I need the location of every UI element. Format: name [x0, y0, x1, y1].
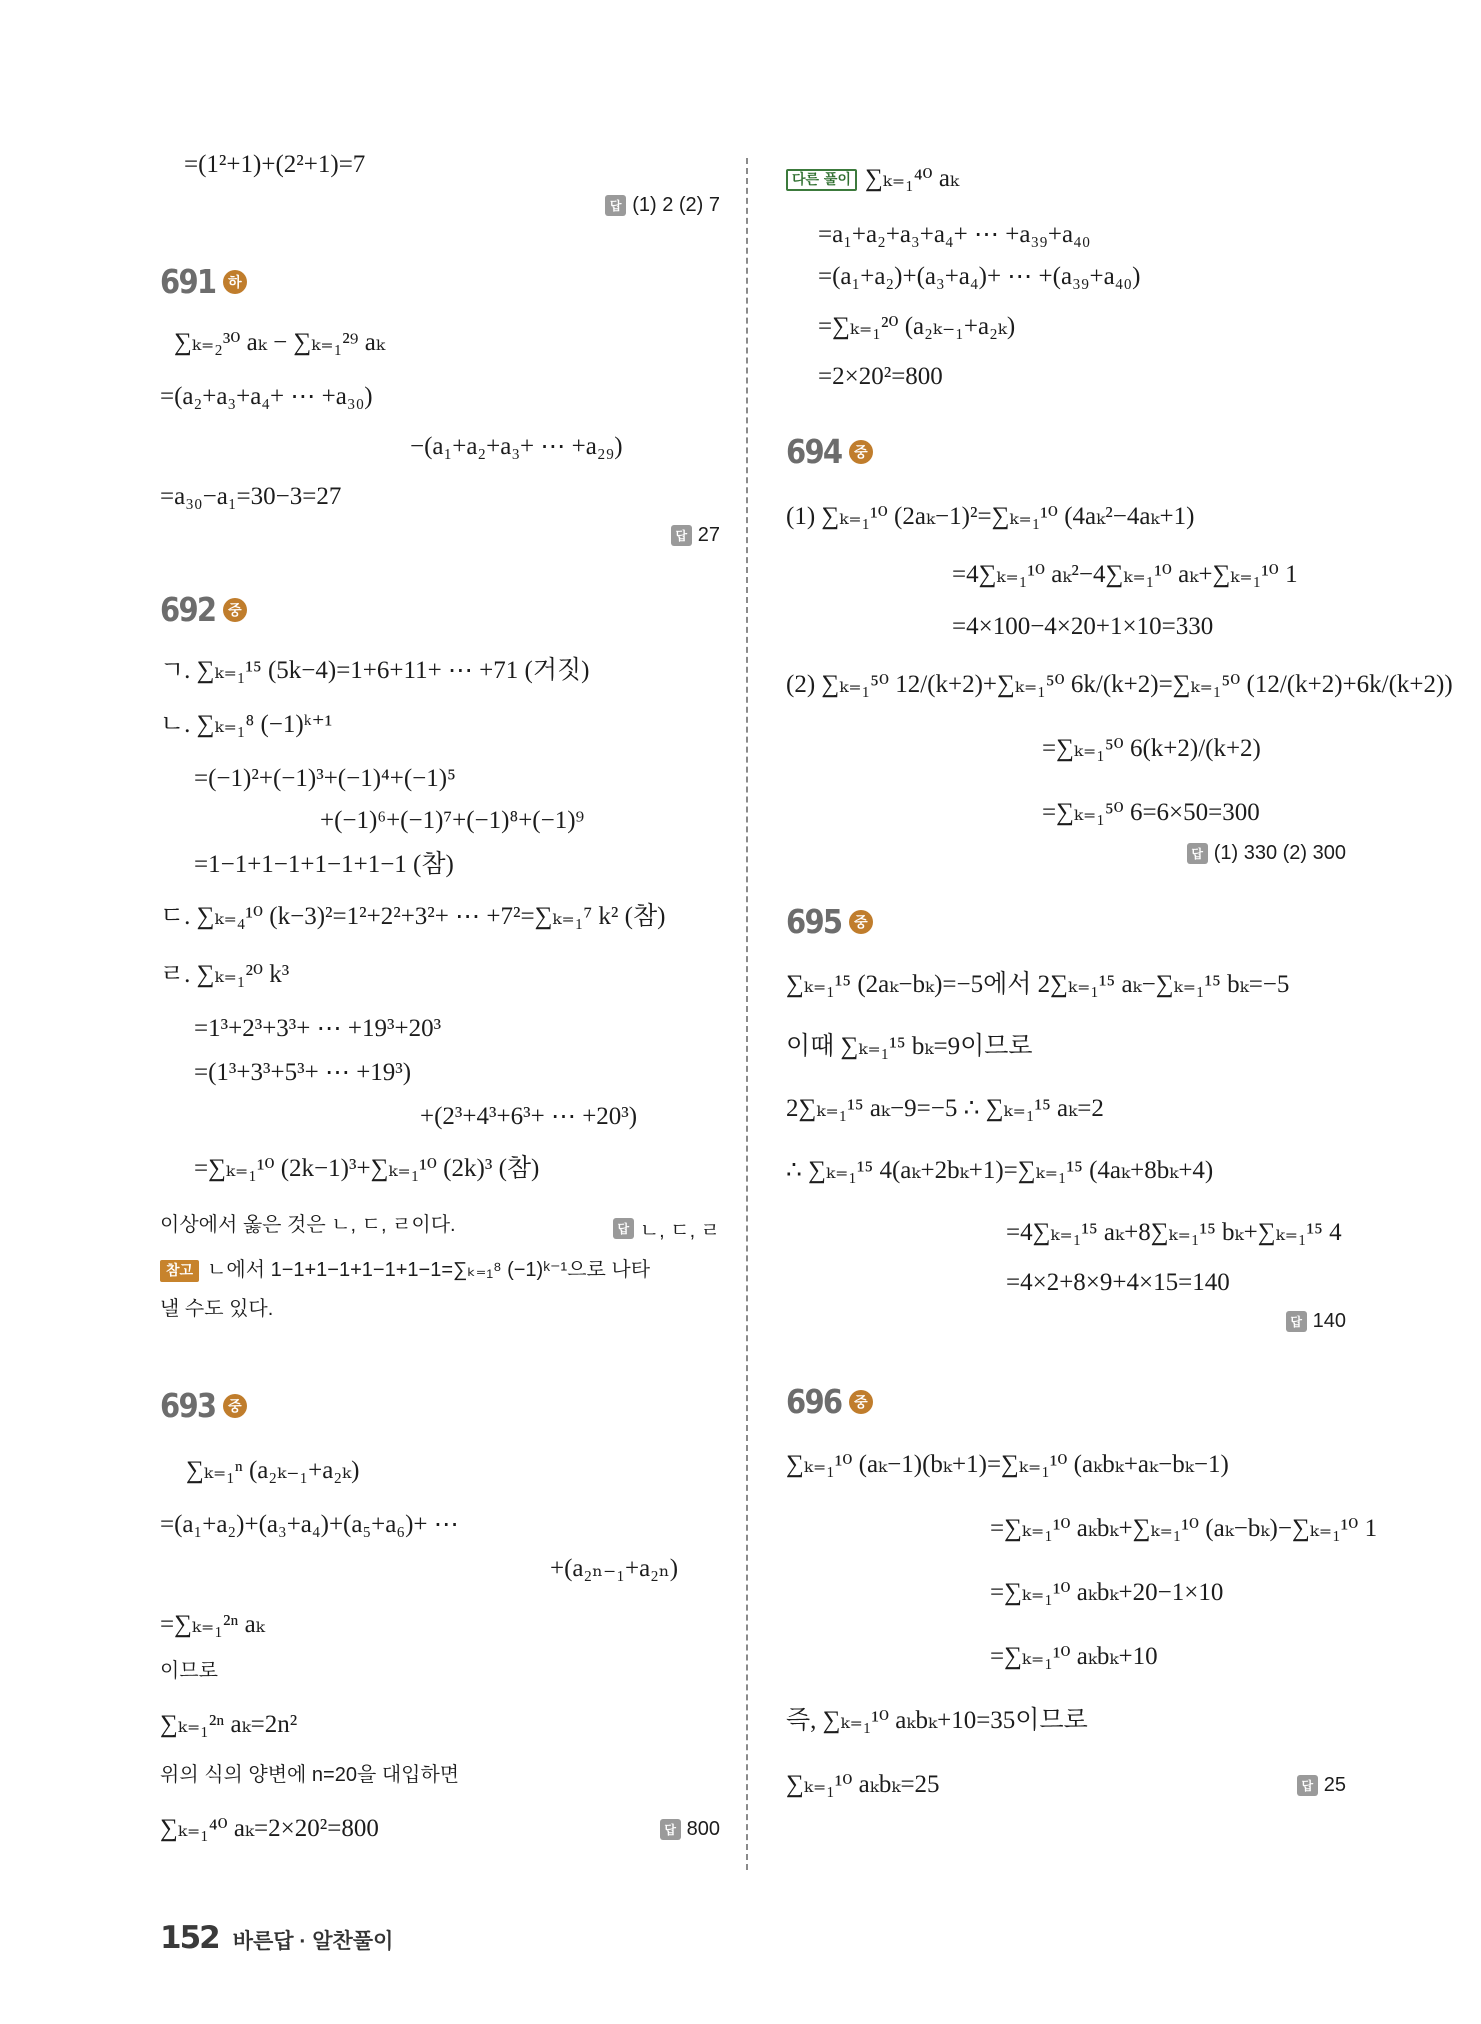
equation-line: =(a₁+a₂)+(a₃+a₄)+ ⋯ +(a₃₉+a₄₀) — [818, 263, 1141, 290]
equation-line: =(a₁+a₂)+(a₃+a₄)+(a₅+a₆)+ ⋯ — [160, 1511, 459, 1538]
equation-line: =1−1+1−1+1−1+1−1 (참) — [194, 851, 454, 878]
equation-line: =(1²+1)+(2²+1)=7 — [184, 151, 366, 178]
equation-line: =4×100−4×20+1×10=330 — [952, 613, 1214, 640]
reference-text-cont: 낼 수도 있다. — [160, 1298, 274, 1320]
answer-696 — [1297, 1774, 1346, 1797]
equation-line: (2) ∑ₖ₌₁⁵⁰ 12/(k+2)+∑ₖ₌₁⁵⁰ 6k/(k+2)=∑ₖ₌₁⁵⁰ (12/(k+2)+6k/(k+2)) — [786, 671, 1453, 698]
answer-text: (1) 330 (2) 300 — [1213, 842, 1346, 864]
problem-header-691 — [160, 262, 247, 301]
level-badge: 중 — [223, 1394, 247, 1418]
equation-line: +(−1)⁶+(−1)⁷+(−1)⁸+(−1)⁹ — [320, 807, 585, 834]
equation-line: 2∑ₖ₌₁¹⁵ aₖ−9=−5 ∴ ∑ₖ₌₁¹⁵ aₖ=2 — [786, 1095, 1104, 1122]
problem-number: 696 — [786, 1382, 842, 1421]
problem-number: 694 — [786, 432, 842, 471]
equation-line: =(−1)²+(−1)³+(−1)⁴+(−1)⁵ — [194, 765, 456, 792]
equation-line: =∑ₖ₌₁¹⁰ (2k−1)³+∑ₖ₌₁¹⁰ (2k)³ (참) — [194, 1155, 540, 1182]
answer-text: 27 — [697, 524, 720, 546]
text-line: 위의 식의 양변에 n=20을 대입하면 — [160, 1764, 460, 1786]
equation-line: +(a₂ₙ₋₁+a₂ₙ) — [550, 1555, 679, 1582]
level-badge: 중 — [849, 910, 873, 934]
equation-line: =∑ₖ₌₁¹⁰ aₖbₖ+20−1×10 — [990, 1579, 1224, 1606]
problem-number: 695 — [786, 902, 842, 941]
equation-line: ∑ₖ₌₁ⁿ (a₂ₖ₋₁+a₂ₖ) — [186, 1457, 360, 1484]
equation-line: =(a₂+a₃+a₄+ ⋯ +a₃₀) — [160, 383, 373, 410]
answer-693 — [660, 1818, 720, 1841]
equation-line: =4∑ₖ₌₁¹⁵ aₖ+8∑ₖ₌₁¹⁵ bₖ+∑ₖ₌₁¹⁵ 4 — [1006, 1219, 1342, 1246]
answer-text: 140 — [1312, 1310, 1346, 1332]
problem-header-696 — [786, 1382, 873, 1421]
answer-694 — [1187, 842, 1346, 865]
reference-note — [160, 1254, 650, 1285]
equation-line: +(2³+4³+6³+ ⋯ +20³) — [420, 1103, 638, 1130]
answer-690 — [605, 194, 720, 217]
equation-line: =∑ₖ₌₁⁵⁰ 6=6×50=300 — [1042, 799, 1260, 826]
equation-line: =4×2+8×9+4×15=140 — [1006, 1269, 1230, 1296]
reference-tag: 참고 — [160, 1260, 199, 1282]
problem-number: 692 — [160, 590, 216, 629]
level-badge: 중 — [223, 598, 247, 622]
equation-line: ㄱ. ∑ₖ₌₁¹⁵ (5k−4)=1+6+11+ ⋯ +71 (거짓) — [160, 657, 590, 684]
level-badge: 중 — [849, 1390, 873, 1414]
equation-line: ∑ₖ₌₁⁴⁰ aₖ=2×20²=800 — [160, 1815, 379, 1842]
answer-icon: 답 — [1297, 1775, 1318, 1796]
answer-text: 800 — [686, 1818, 720, 1840]
alternative-solution-header — [786, 164, 959, 194]
problem-header-693 — [160, 1386, 247, 1425]
answer-icon: 답 — [1286, 1311, 1307, 1332]
equation-line: =∑ₖ₌₁²ⁿ aₖ — [160, 1611, 265, 1638]
answer-icon: 답 — [613, 1218, 634, 1239]
equation-line: =∑ₖ₌₁¹⁰ aₖbₖ+10 — [990, 1643, 1158, 1670]
equation-line: (1) ∑ₖ₌₁¹⁰ (2aₖ−1)²=∑ₖ₌₁¹⁰ (4aₖ²−4aₖ+1) — [786, 503, 1195, 530]
alternative-tag: 다른 풀이 — [786, 169, 857, 191]
answer-icon: 답 — [660, 1819, 681, 1840]
answer-691 — [671, 524, 720, 547]
problem-header-695 — [786, 902, 873, 941]
reference-text: ㄴ에서 1−1+1−1+1−1+1−1=∑ₖ₌₁⁸ (−1)ᵏ⁻¹으로 나타 — [207, 1259, 651, 1281]
answer-icon: 답 — [671, 525, 692, 546]
level-badge: 하 — [223, 270, 247, 294]
equation-line: ㄹ. ∑ₖ₌₁²⁰ k³ — [160, 961, 290, 988]
equation-line: =∑ₖ₌₁¹⁰ aₖbₖ+∑ₖ₌₁¹⁰ (aₖ−bₖ)−∑ₖ₌₁¹⁰ 1 — [990, 1515, 1378, 1542]
answer-text: 25 — [1323, 1774, 1346, 1796]
equation-line: =4∑ₖ₌₁¹⁰ aₖ²−4∑ₖ₌₁¹⁰ aₖ+∑ₖ₌₁¹⁰ 1 — [952, 561, 1298, 588]
equation-line: =1³+2³+3³+ ⋯ +19³+20³ — [194, 1015, 442, 1042]
answer-text: ㄴ, ㄷ, ㄹ — [639, 1220, 720, 1242]
equation-line: =a₁+a₂+a₃+a₄+ ⋯ +a₃₉+a₄₀ — [818, 221, 1091, 248]
problem-header-692 — [160, 590, 247, 629]
equation-line: =∑ₖ₌₁⁵⁰ 6(k+2)/(k+2) — [1042, 735, 1261, 762]
problem-number: 691 — [160, 262, 216, 301]
answer-692 — [613, 1214, 720, 1243]
conclusion-text: 이상에서 옳은 것은 ㄴ, ㄷ, ㄹ이다. — [160, 1214, 456, 1236]
problem-header-694 — [786, 432, 873, 471]
equation-line: ∑ₖ₌₁²ⁿ aₖ=2n² — [160, 1711, 298, 1738]
equation-line: =(1³+3³+5³+ ⋯ +19³) — [194, 1059, 412, 1086]
problem-number: 693 — [160, 1386, 216, 1425]
answer-icon: 답 — [605, 195, 626, 216]
equation-line: ∑ₖ₌₁¹⁵ (2aₖ−bₖ)=−5에서 2∑ₖ₌₁¹⁵ aₖ−∑ₖ₌₁¹⁵ bₖ=−5 — [786, 971, 1290, 998]
text-line: 이므로 — [160, 1660, 218, 1682]
equation-line: ∑ₖ₌₁¹⁰ aₖbₖ=25 — [786, 1771, 940, 1798]
column-divider — [746, 158, 748, 1870]
equation-line: −(a₁+a₂+a₃+ ⋯ +a₂₉) — [410, 433, 623, 460]
answer-695 — [1286, 1310, 1346, 1333]
equation-line: ㄴ. ∑ₖ₌₁⁸ (−1)ᵏ⁺¹ — [160, 711, 333, 738]
equation-line: ∑ₖ₌₂³⁰ aₖ − ∑ₖ₌₁²⁹ aₖ — [174, 329, 385, 356]
answer-text: (1) 2 (2) 7 — [632, 194, 720, 216]
page-number: 152 — [160, 1920, 219, 1956]
equation-line: 이때 ∑ₖ₌₁¹⁵ bₖ=9이므로 — [786, 1033, 1033, 1060]
equation-line: =∑ₖ₌₁²⁰ (a₂ₖ₋₁+a₂ₖ) — [818, 313, 1016, 340]
page-footer — [160, 1920, 393, 1956]
equation-line: ∑ₖ₌₁¹⁰ (aₖ−1)(bₖ+1)=∑ₖ₌₁¹⁰ (aₖbₖ+aₖ−bₖ−1) — [786, 1451, 1229, 1478]
equation-line: 즉, ∑ₖ₌₁¹⁰ aₖbₖ+10=35이므로 — [786, 1707, 1088, 1734]
equation-line: ∑ₖ₌₁⁴⁰ aₖ — [864, 165, 960, 192]
answer-icon: 답 — [1187, 843, 1208, 864]
equation-line: =2×20²=800 — [818, 363, 943, 390]
equation-line: =a₃₀−a₁=30−3=27 — [160, 483, 342, 510]
equation-line: ㄷ. ∑ₖ₌₄¹⁰ (k−3)²=1²+2²+3²+ ⋯ +7²=∑ₖ₌₁⁷ k² (참) — [160, 903, 666, 930]
equation-line: ∴ ∑ₖ₌₁¹⁵ 4(aₖ+2bₖ+1)=∑ₖ₌₁¹⁵ (4aₖ+8bₖ+4) — [786, 1157, 1214, 1184]
level-badge: 중 — [849, 440, 873, 464]
page-footer-title: 바른답 · 알찬풀이 — [232, 1930, 394, 1953]
